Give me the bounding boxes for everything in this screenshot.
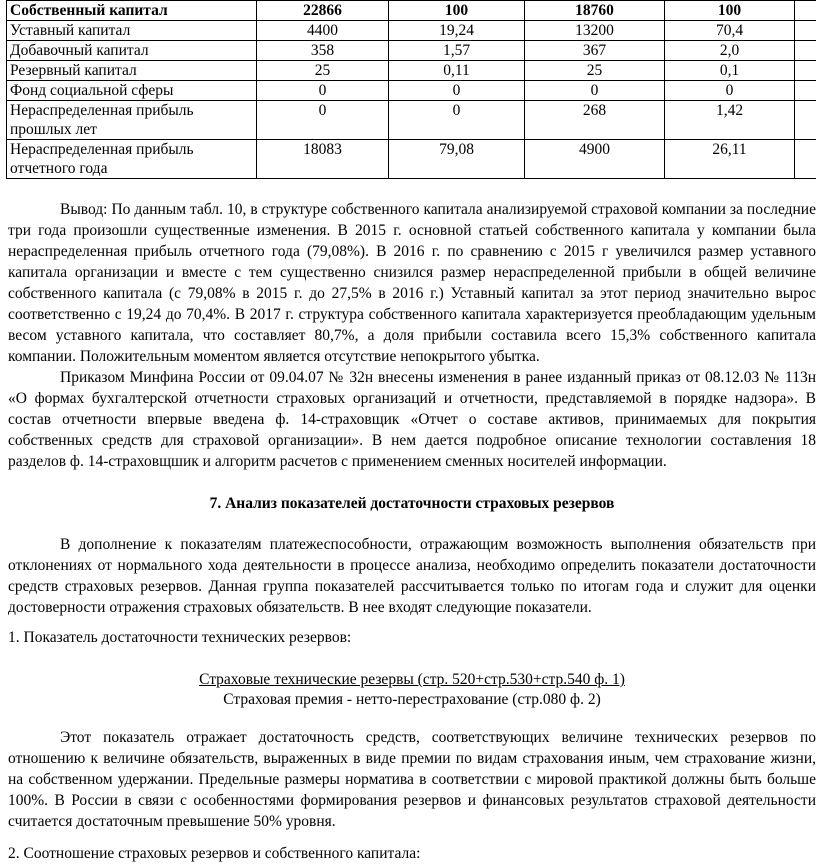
row-label: Нераспределенная прибыль прошлых лет: [7, 101, 257, 140]
cell-value: 0: [257, 101, 389, 140]
row-label: Добавочный капитал: [7, 41, 257, 61]
cell-value: 0: [257, 81, 389, 101]
indicator-2-label: 2. Соотношение страховых резервов и собственного капитала:: [8, 845, 421, 862]
section-heading: 7. Анализ показателей достаточности страховых резервов: [209, 495, 615, 512]
cell-value: 0: [389, 101, 525, 140]
header-cell-value: 100: [389, 1, 525, 21]
header-cell-label: Собственный капитал: [7, 1, 257, 21]
row-label: Фонд социальной сферы: [7, 81, 257, 101]
explanation-block: [8, 727, 816, 832]
empty-cell: [795, 61, 816, 81]
cell-value: 25: [257, 61, 389, 81]
header-cell-value: 18760: [525, 1, 665, 21]
table-row: [7, 140, 816, 179]
intro-block: [8, 534, 816, 618]
cell-value: 26,11: [665, 140, 795, 179]
table-row: [7, 101, 816, 140]
row-label: Резервный капитал: [7, 61, 257, 81]
empty-cell: [795, 81, 816, 101]
formula-denominator: Страховая премия - нетто-перестрахование (стр.080 ф. 2): [223, 691, 601, 708]
explanation-paragraph: Этот показатель отражает достаточность средств, соответствующих величине технических резервов по отношению к величине обязательств, выраженных в виде премии по видам страхования иным, чем страхование жизни, на собственном удержании. Предельные размеры норматива в соответствии с мировой практикой должны быть больше 100%. В России в связи с особенностями формирования резервов и финансовых результатов страховой деятельности считается достаточным превышение 50% уровня.: [8, 729, 816, 830]
header-cell-value: 22866: [257, 1, 389, 21]
cell-value: 2,0: [665, 41, 795, 61]
cell-value: 358: [257, 41, 389, 61]
intro-paragraph: В дополнение к показателям платежеспособности, отражающим возможность выполнения обязательств при отклонениях от нормального хода деятельности в процессе анализа, необходимо определить показатели достаточности средств страховых резервов. Данная группа показателей рассчитывается только по итогам года и служит для оценки достоверности отражения страховых обязательств. В нее входят следующие показатели.: [8, 536, 816, 616]
table-row: [7, 81, 816, 101]
cell-value: 0: [665, 81, 795, 101]
row-label: Нераспределенная прибыль отчетного года: [7, 140, 257, 179]
empty-cell: [795, 21, 816, 41]
equity-structure-table: [6, 0, 816, 179]
empty-cell: [795, 41, 816, 61]
cell-value: 1,57: [389, 41, 525, 61]
cell-value: 0: [389, 81, 525, 101]
formula: [8, 670, 816, 710]
empty-cell: [795, 101, 816, 140]
cell-value: 4900: [525, 140, 665, 179]
cell-value: 13200: [525, 21, 665, 41]
cell-value: 0,1: [665, 61, 795, 81]
cell-value: 18083: [257, 140, 389, 179]
empty-cell: [795, 140, 816, 179]
order-paragraph: Приказом Минфина России от 09.04.07 № 32н внесены изменения в ранее изданный приказ от 08.12.03 № 113н «О формах бухгалтерской отчетности страховых организаций и отчетности, представляемой в порядке надзора». В состав отчетности впервые введена ф. 14-страховщик «Отчет о составе активов, принимаемых для покрытия собственных средств для страховой организации». В нем дается подробное описание технологии составления 18 разделов ф. 14-страховщшик и алгоритм расчетов с применением сменных носителей информации.: [8, 369, 816, 470]
empty-cell: [795, 1, 816, 21]
cell-value: 19,24: [389, 21, 525, 41]
row-label: Уставный капитал: [7, 21, 257, 41]
indicator-1-label: 1. Показатель достаточности технических резервов:: [8, 629, 352, 646]
cell-value: 367: [525, 41, 665, 61]
conclusion-paragraph: Вывод: По данным табл. 10, в структуре собственного капитала анализируемой страховой компании за последние три года произошли существенные изменения. В 2015 г. основной статьей собственного капитала у компании была нераспределенная прибыль отчетного года (79,08%). В 2016 г. по сравнению с 2015 г увеличился размер уставного капитала организации и вместе с тем существенно снизился размер нераспределенной прибыли в общей величине собственного капитала (с 79,08% в 2015 г. до 27,5% в 2016 г.) Уставный капитал за этот период значительно вырос соответственно с 19,24 до 70,4%. В 2017 г. структура собственного капитала характеризуется преобладающим удельным весом уставного капитала, что составляет 80,7%, а доля прибыли составила всего 15,3% собственного капитала компании. Положительным моментом является отсутствие непокрытого убытка.: [8, 201, 816, 365]
cell-value: 0,11: [389, 61, 525, 81]
cell-value: 4400: [257, 21, 389, 41]
cell-value: 25: [525, 61, 665, 81]
table-row: [7, 21, 816, 41]
table-header-row: [7, 1, 816, 21]
formula-numerator: Страховые технические резервы (стр. 520+стр.530+стр.540 ф. 1): [199, 671, 625, 688]
cell-value: 70,4: [665, 21, 795, 41]
cell-value: 79,08: [389, 140, 525, 179]
table-row: [7, 41, 816, 61]
conclusion-block: [8, 199, 816, 472]
header-cell-value: 100: [665, 1, 795, 21]
cell-value: 1,42: [665, 101, 795, 140]
table-row: [7, 61, 816, 81]
cell-value: 268: [525, 101, 665, 140]
cell-value: 0: [525, 81, 665, 101]
